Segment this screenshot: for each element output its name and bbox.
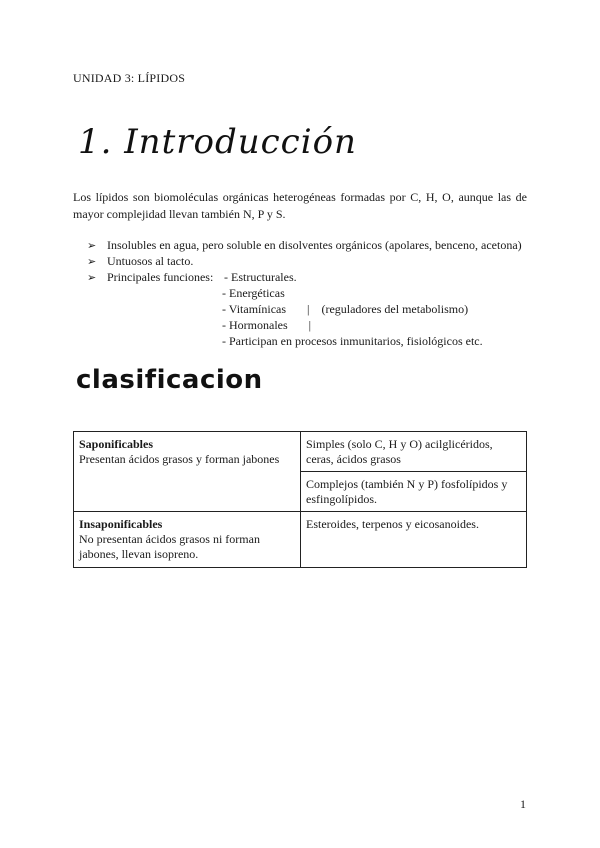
intro-paragraph: Los lípidos son biomoléculas orgánicas heterogéneas formadas por C, H, O, aunque las de mayor complejidad llevan también N, P y S. [73,190,527,221]
arrow-bullet-icon: ➢ [87,255,97,268]
saponificables-description: Presentan ácidos grasos y forman jabones [79,452,280,466]
function-item-text: - Hormonales | [222,318,312,332]
list-item [87,237,522,253]
saponificables-cell [74,432,301,512]
section-title-classification: clasificacion [76,365,263,395]
function-item: - Estructurales. [224,270,297,284]
insaponificables-label: Insaponificables [79,517,163,531]
insaponificables-cell [74,512,301,568]
function-item [222,301,483,317]
classification-table [73,431,527,568]
table-row [74,432,527,472]
functions-list [224,269,483,349]
unit-header: UNIDAD 3: LÍPIDOS [73,71,186,85]
bullet-text: Principales funciones: [107,270,214,284]
simple-lipids-text: Simples (solo C, H y O) acilglicéridos, ceras, ácidos grasos [306,437,493,466]
bullet-text: Insolubles en agua, pero soluble en disolventes orgánicos (apolares, benceno, acetona) [107,238,522,252]
insaponificables-examples-cell [301,512,527,568]
list-item [87,253,522,269]
table-row [74,512,527,568]
insaponificables-description: No presentan ácidos grasos ni forman jabones, llevan isopreno. [79,532,260,561]
insaponificables-examples-text: Esteroides, terpenos y eicosanoides. [306,517,479,531]
section-title-introduction: 1. Introducción [78,122,357,162]
function-item: - Energéticas [222,286,285,300]
arrow-bullet-icon: ➢ [87,271,97,284]
saponificables-label: Saponificables [79,437,154,451]
simple-lipids-cell [301,432,527,472]
arrow-bullet-icon: ➢ [87,239,97,252]
complex-lipids-text: Complejos (también N y P) fosfolípidos y esfingolípidos. [306,477,508,506]
function-item: - Participan en procesos inmunitarios, fisiológicos etc. [222,334,483,348]
page-number: 1 [520,797,526,811]
function-item [222,317,483,333]
bullet-text: Untuosos al tacto. [107,254,194,268]
complex-lipids-cell [301,472,527,512]
function-item-text: - Vitamínicas | (reguladores del metabolismo) [222,302,469,316]
